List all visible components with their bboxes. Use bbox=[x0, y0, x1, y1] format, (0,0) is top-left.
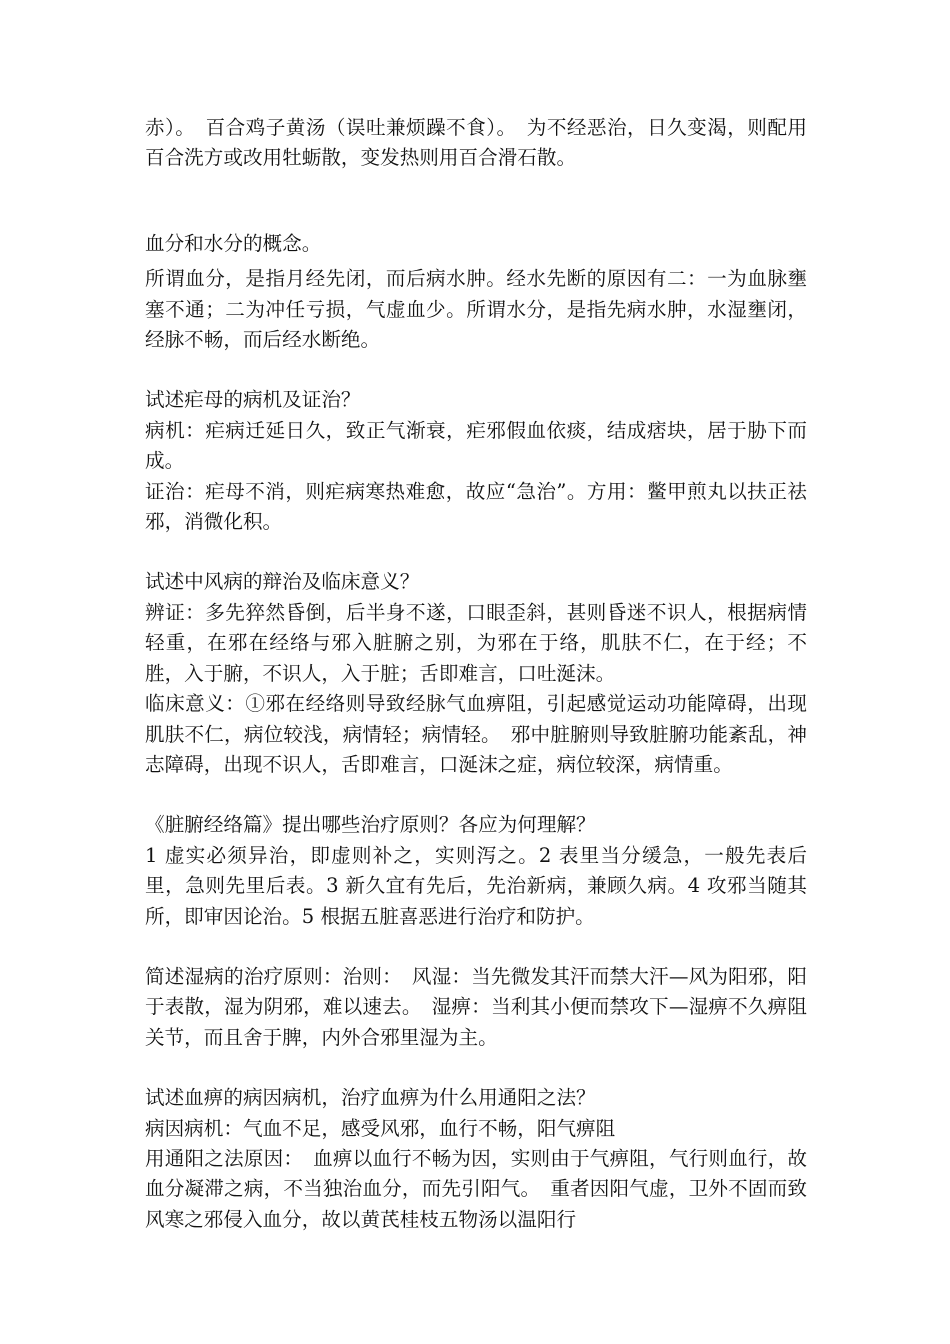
heading-zangfu-principles: 《脏腑经络篇》提出哪些治疗原则？各应为何理解？ bbox=[145, 813, 596, 837]
paragraph-stroke-differentiation: 辨证：多先猝然昏倒，后半身不遂，口眼歪斜，甚则昏迷不识人，根据病情轻重，在邪在经络与邪入脏腑之别，为邪在于络，肌肤不仁，在于经；不胜，入于腑，不识人，入于脏；舌即难言，口吐涎沫。 bbox=[145, 600, 807, 685]
heading-nuemu: 试述疟母的病机及证治？ bbox=[145, 388, 361, 412]
heading-blood-water: 血分和水分的概念。 bbox=[145, 231, 322, 255]
spacer bbox=[145, 932, 807, 962]
paragraph-damp-disease: 简述湿病的治疗原则：治则： 风湿：当先微发其汗而禁大汗—风为阳邪，阳于表散，湿为阴邪，难以速去。 湿痹：当利其小便而禁攻下—湿痹不久痹阻关节，而且舍于脾，内外合邪里湿为主。 bbox=[145, 964, 807, 1049]
spacer bbox=[145, 780, 807, 810]
heading-stroke: 试述中风病的辩治及临床意义？ bbox=[145, 570, 420, 594]
paragraph-stroke-significance: 临床意义：①邪在经络则导致经脉气血痹阻，引起感觉运动功能障碍，出现肌肤不仁，病位较浅，病情轻；病情轻。 邪中脏腑则导致脏腑功能紊乱，神志障碍，出现不识人，舌即难言，口涎沫之症，病位较深，病情重。 bbox=[145, 692, 807, 776]
spacer bbox=[145, 355, 807, 385]
paragraph-nuemu-treatment: 证治：疟母不消，则疟病寒热难愈，故应“急治”。方用：鳖甲煎丸以扶正祛邪，消微化积。 bbox=[145, 479, 807, 534]
spacer bbox=[145, 537, 807, 567]
paragraph-blood-bi-yang: 用通阳之法原因： 血痹以血行不畅为因，实则由于气痹阻，气行则血行，故血分凝滞之病，不当独治血分，而先引阳气。 重者因阳气虚，卫外不固而致风寒之邪侵入血分，故以黄芪桂枝五物汤以温阳行 bbox=[145, 1146, 807, 1231]
paragraph-blood-bi-cause: 病因病机：气血不足，感受风邪，血行不畅，阳气痹阻 bbox=[145, 1116, 616, 1140]
spacer bbox=[145, 174, 807, 204]
document-page bbox=[145, 113, 807, 1235]
spacer bbox=[145, 204, 807, 229]
paragraph-blood-water: 所谓血分，是指月经先闭，而后病水肿。经水先断的原因有二：一为血脉壅塞不通；二为冲任亏损，气虚血少。所谓水分，是指先病水肿，水湿壅闭，经脉不畅，而后经水断绝。 bbox=[145, 267, 807, 352]
paragraph-baihe-formulas: 赤）。 百合鸡子黄汤（误吐兼烦躁不食）。 为不经恶治，日久变渴，则配用百合洗方或改用牡蛎散，变发热则用百合滑石散。 bbox=[145, 116, 807, 170]
spacer bbox=[145, 1053, 807, 1083]
heading-blood-bi: 试述血痹的病因病机，治疗血痹为什么用通阳之法？ bbox=[145, 1086, 596, 1110]
paragraph-zangfu-principles: 1 虚实必须异治，即虚则补之，实则泻之。2 表里当分缓急，一般先表后里，急则先里后表。3 新久宜有先后，先治新病，兼顾久病。4 攻邪当随其所，即审因论治。5 根据五脏喜恶进行治疗和防护。 bbox=[145, 843, 807, 928]
paragraph-nuemu-pathogenesis: 病机：疟病迁延日久，致正气渐衰，疟邪假血依痰，结成痞块，居于胁下而成。 bbox=[145, 418, 807, 473]
